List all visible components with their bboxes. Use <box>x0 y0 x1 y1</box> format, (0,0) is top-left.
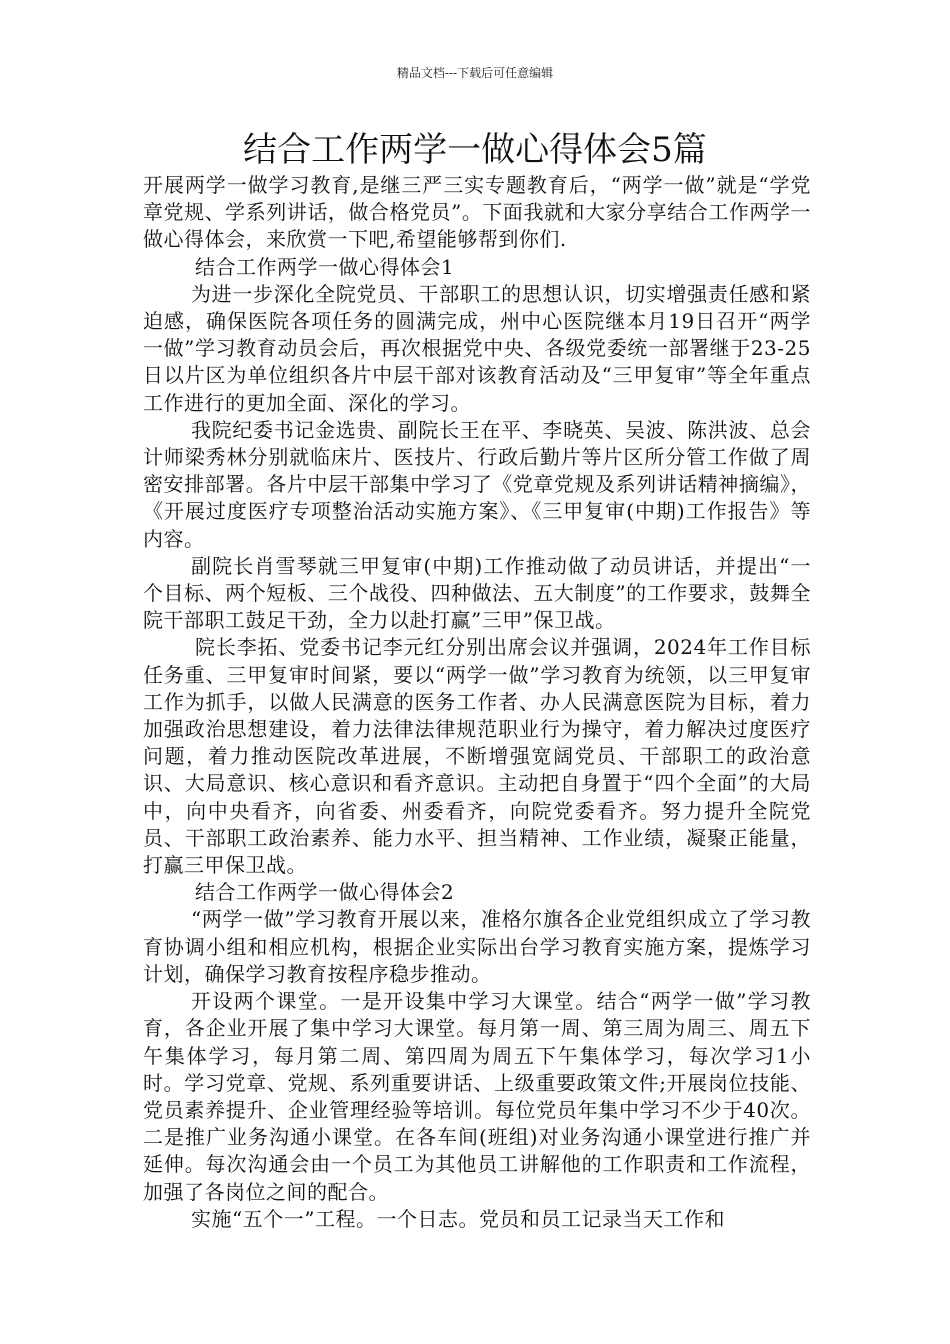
body-paragraph: 副院长肖雪琴就三甲复审(中期)工作推动做了动员讲话，并提出“一个目标、两个短板、三个战役、四种做法、五大制度”的工作要求，鼓舞全院干部职工鼓足干劲，全力以赴打赢”三甲”保卫战。 <box>143 553 811 633</box>
body-paragraph: 院长李拓、党委书记李元红分别出席会议并强调，2024年工作目标任务重、三甲复审时间紧，要以“两学一做”学习教育为统领，以三甲复审工作为抓手，以做人民满意的医务工作者、办人民满意医院为目标，着力加强政治思想建设，着力法律法律规范职业行为操守，着力解决过度医疗问题，着力推动医院改革进展，不断增强宽阔党员、干部职工的政治意识、大局意识、核心意识和看齐意识。主动把自身置于“四个全面”的大局中，向中央看齐，向省委、州委看齐，向院党委看齐。努力提升全院党员、干部职工政治素养、能力水平、担当精神、工作业绩，凝聚正能量，打赢三甲保卫战。 <box>143 635 811 878</box>
document-title: 结合工作两学一做心得体会5篇 <box>243 130 707 170</box>
document-body <box>143 172 811 1233</box>
body-paragraph: 我院纪委书记金选贵、副院长王在平、李晓英、吴波、陈洪波、总会计师梁秀林分别就临床片、医技片、行政后勤片等片区所分管工作做了周密安排部署。各片中层干部集中学习了《党章党规及系列讲话精神摘编》，《开展过度医疗专项整治活动实施方案》、《三甲复审(中期)工作报告》等内容。 <box>143 417 811 551</box>
body-paragraph: 实施“五个一”工程。一个日志。党员和员工记录当天工作和 <box>191 1206 725 1231</box>
section-heading-1: 结合工作两学一做心得体会1 <box>195 254 455 279</box>
body-paragraph: 为进一步深化全院党员、干部职工的思想认识，切实增强责任感和紧迫感，确保医院各项任务的圆满完成，州中心医院继本月19日召开“两学一做”学习教育动员会后，再次根据党中央、各级党委统一部署继于23-25日以片区为单位组织各片中层干部对该教育活动及“三甲复审”等全年重点工作进行的更加全面、深化的学习。 <box>143 281 811 415</box>
section-heading-2: 结合工作两学一做心得体会2 <box>195 880 455 905</box>
body-paragraph: 开设两个课堂。一是开设集中学习大课堂。结合“两学一做”学习教育，各企业开展了集中学习大课堂。每月第一周、第三周为周三、周五下午集体学习，每月第二周、第四周为周五下午集体学习，每次学习1小时。学习党章、党规、系列重要讲话、上级重要政策文件;开展岗位技能、党员素养提升、企业管理经验等培训。每位党员年集中学习不少于40次。二是推广业务沟通小课堂。在各车间(班组)对业务沟通小课堂进行推广并延伸。每次沟通会由一个员工为其他员工讲解他的工作职责和工作流程，加强了各岗位之间的配合。 <box>143 989 811 1204</box>
body-paragraph: “两学一做”学习教育开展以来，准格尔旗各企业党组织成立了学习教育协调小组和相应机构，根据企业实际出台学习教育实施方案，提炼学习计划，确保学习教育按程序稳步推动。 <box>143 907 811 986</box>
intro-paragraph: 开展两学一做学习教育,是继三严三实专题教育后，“两学一做”就是“学党章党规、学系列讲话，做合格党员”。下面我就和大家分享结合工作两学一做心得体会，来欣赏一下吧,希望能够帮到你们. <box>143 173 811 252</box>
page-header: 精品文档---下载后可任意编辑 <box>396 66 554 80</box>
